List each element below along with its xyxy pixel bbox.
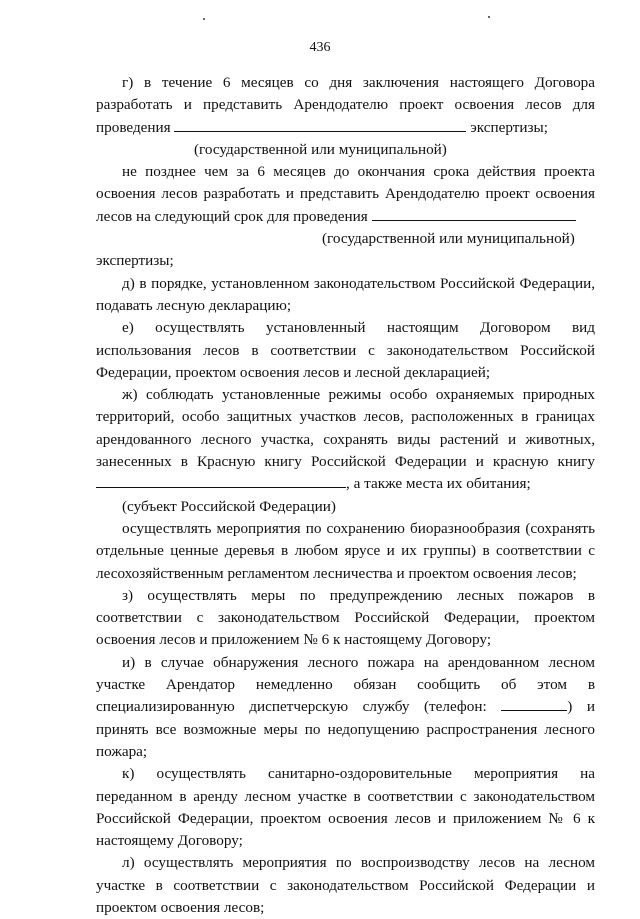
text-line: территорий, особо защитных участков лесов, расположенных в границах (96, 408, 595, 426)
text-line: осуществлять мероприятия по сохранению биоразнообразия (сохранять (122, 519, 595, 537)
text-line: занесенных в Красную книгу Российской Федерации и красную книгу (96, 453, 595, 471)
text-line: д) в порядке, установленном законодательством Российской Федерации, (122, 274, 595, 292)
text-line: настоящему Договору; (96, 832, 243, 850)
text-line: экспертизы; (96, 252, 174, 270)
text-line (96, 473, 595, 495)
text-line: Федерации, проектом освоения лесов и лесной декларацией; (96, 363, 491, 381)
text-line: использования лесов в соответствии с законодательством Российской (96, 341, 595, 359)
text-line: отдельные ценные деревья в любом ярусе и их группы) в соответствии с (96, 542, 595, 560)
text-line: подавать лесную декларацию; (96, 296, 292, 314)
fill-in-blank (501, 696, 567, 711)
text-line: г) в течение 6 месяцев со дня заключения настоящего Договора (122, 74, 595, 91)
text-line: соответствии с законодательством Российской Федерации, проектом (96, 609, 595, 627)
text-line: освоения лесов разработать и представить Арендодателю проект освоения (96, 185, 595, 203)
scan-speck (203, 18, 205, 20)
document-body (96, 72, 595, 919)
text-fragment: , а также места их обитания; (346, 475, 531, 493)
text-line: освоения лесов и приложением № 6 к настоящему Договору; (96, 631, 492, 649)
text-line: разработать и представить Арендодателю проект освоения лесов для (96, 96, 595, 114)
text-fragment: экспертизы; (470, 118, 548, 136)
text-line: л) осуществлять мероприятия по воспроизводству лесов на лесном (122, 854, 595, 872)
fill-in-blank (96, 473, 346, 488)
text-line: е) осуществлять установленный настоящим Договором вид (122, 319, 595, 337)
text-fragment: специализированную диспетчерскую службу (телефон: (96, 698, 487, 716)
text-line: з) осуществлять меры по предупреждению лесных пожаров в (122, 586, 595, 604)
text-fragment: лесов на следующий срок для проведения (96, 207, 368, 225)
text-line (96, 696, 595, 718)
text-line: и) в случае обнаружения лесного пожара на арендованном лесном (122, 653, 595, 671)
text-line: принять все возможные меры по недопущению распространения лесного (96, 720, 595, 738)
text-fragment: ) и (567, 698, 596, 716)
text-line: проектом освоения лесов; (96, 898, 265, 916)
field-caption: (субъект Российской Федерации) (122, 497, 336, 515)
text-line: переданном в аренду лесном участке в соответствии с законодательством (96, 787, 595, 805)
text-line: арендованного лесного участка, сохранять виды растений и животных, (96, 430, 595, 448)
text-line: пожара; (96, 742, 148, 760)
fill-in-blank (372, 206, 576, 221)
text-line: лесохозяйственным регламентом лесничества и проектом освоения лесов; (96, 564, 577, 582)
text-fragment: проведения (96, 118, 171, 136)
text-line: ж) соблюдать установленные режимы особо охраняемых природных (122, 386, 595, 404)
scan-speck (488, 16, 490, 18)
text-line (96, 206, 595, 228)
text-line: Российской Федерации, проектом освоения лесов и приложением № 6 к (96, 809, 595, 827)
fill-in-blank (174, 117, 466, 132)
text-line: к) осуществлять санитарно-оздоровительные мероприятия на (122, 765, 595, 783)
field-caption: (государственной или муниципальной) (322, 230, 575, 248)
page-number: 436 (309, 40, 331, 55)
text-line (96, 117, 595, 139)
field-caption: (государственной или муниципальной) (194, 140, 447, 158)
text-line: участке Арендатор немедленно обязан сообщить об этом в (96, 676, 595, 694)
text-line: не позднее чем за 6 месяцев до окончания срока действия проекта (122, 163, 595, 181)
text-line: участке в соответствии с законодательством Российской Федерации и (96, 876, 595, 894)
